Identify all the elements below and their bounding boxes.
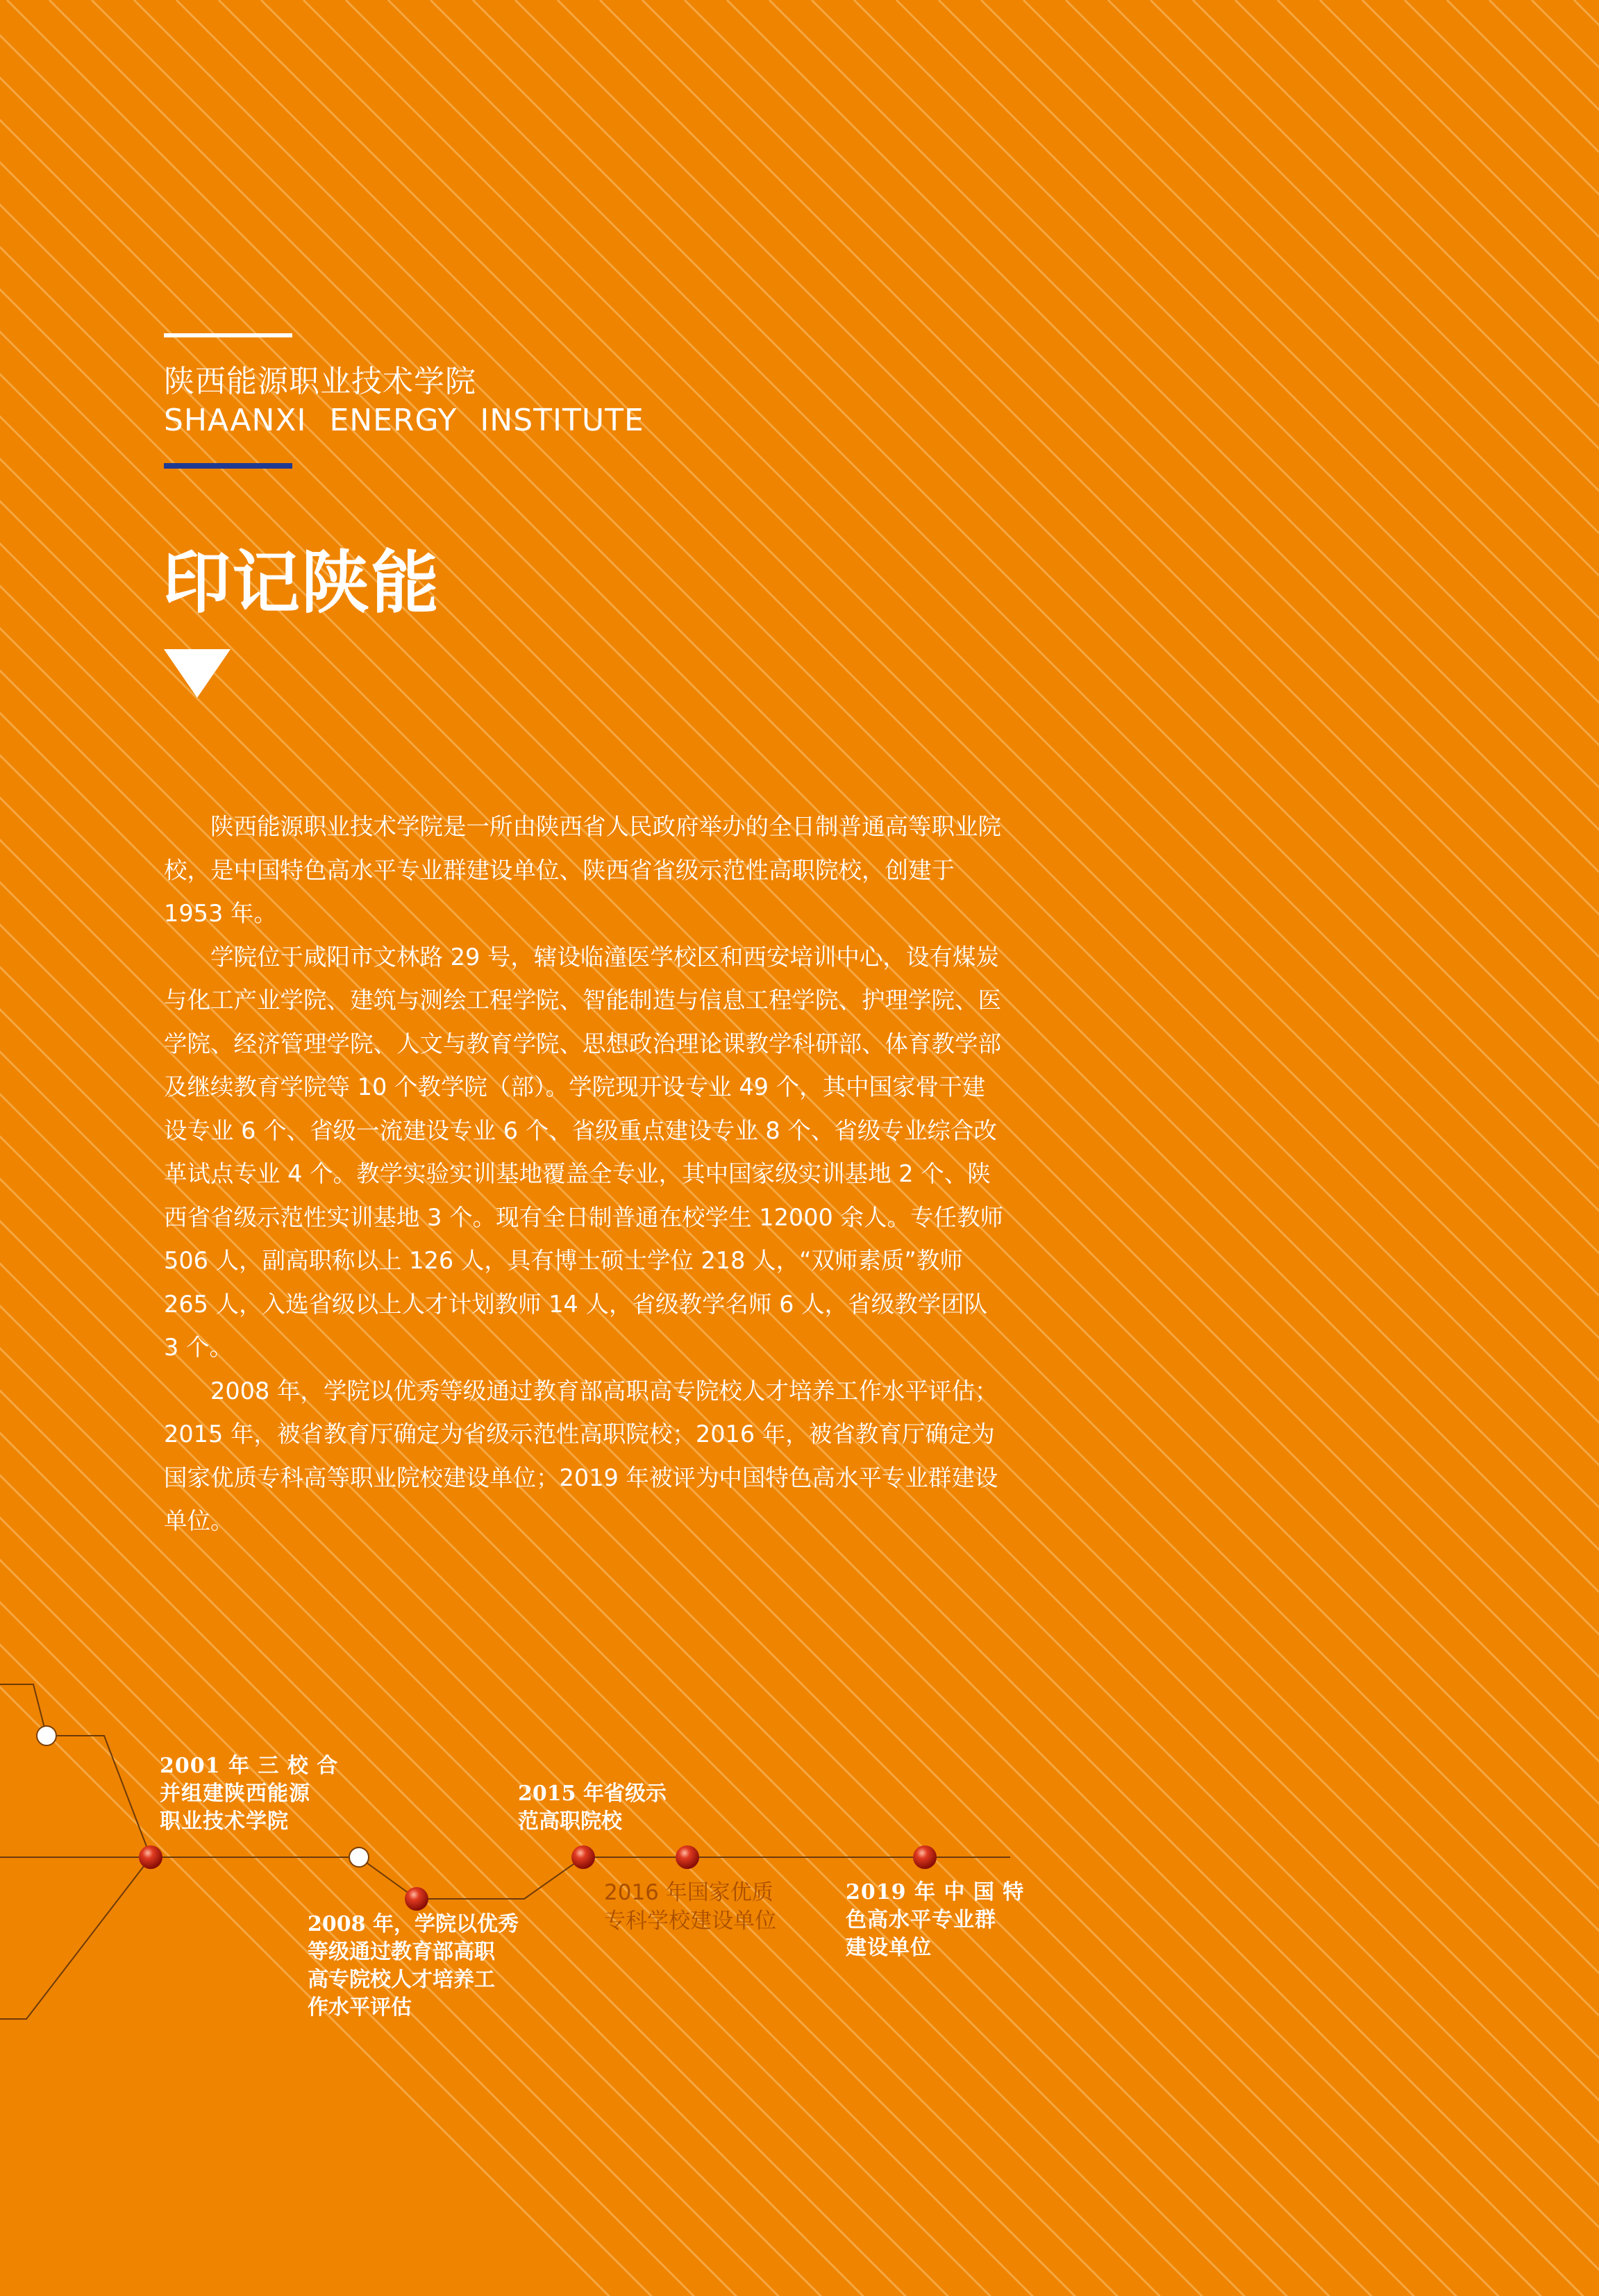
timeline-node-hollow (37, 1726, 56, 1745)
intro-paragraph: 陕西能源职业技术学院是一所由陕西省人民政府举办的全日制普通高等职业院校，是中国特色高水平专业群建设单位、陕西省省级示范性高职院校，创建于 1953 年。 (164, 813, 1001, 927)
timeline-node-2016 (676, 1845, 699, 1869)
timeline-node-hollow (349, 1847, 369, 1867)
timeline-event-2001: 2001 年 三 校 合 并组建陕西能源 职业技术学院 (160, 1754, 339, 1834)
header-rule-blue (164, 463, 292, 469)
timeline-event-2019: 2019 年 中 国 特 色高水平专业群 建设单位 (846, 1880, 1025, 1960)
timeline-event-2008: 2008 年，学院以优秀 等级通过教育部高职 高专院校人才培养工 作水平评估 (308, 1912, 519, 2020)
stripe-line (1532, 0, 1599, 2296)
timeline-event-2015: 2015 年省级示 范高职院校 (518, 1782, 667, 1834)
stripe-line (1066, 0, 1599, 2296)
stripe-line (1362, 0, 1599, 2296)
timeline (0, 1666, 1028, 2055)
timeline-node-2019 (913, 1845, 937, 1869)
stripe-line (1235, 0, 1599, 2296)
intro-paragraph: 2008 年，学院以优秀等级通过教育部高职高专院校人才培养工作水平评估；2015 年，被省教育厅确定为省级示范性高职院校；2016 年，被省教育厅确定为国家优质专科高等职业院校建设单位；2019 年被评为中国特色高水平专业群建设单位。 (164, 1377, 998, 1534)
stripe-line (1489, 0, 1599, 2296)
stripe-line (1320, 0, 1599, 2296)
header-rule-white (164, 333, 292, 337)
intro-paragraph: 学院位于咸阳市文林路 29 号，辖设临潼医学校区和西安培训中心，设有煤炭与化工产业学院、建筑与测绘工程学院、智能制造与信息工程学院、护理学院、医学院、经济管理学院、人文与教育学院、思想政治理论课教学科研部、体育教学部及继续教育学院等 10 个教学院（部）。学院现开设专业 49 个，其中国家骨干建设专业 6 个、省级一流建设专业 6 个、省级重点建设专业 8 个、省级专业综合改革试点专业 4 个。教学实验实训基地覆盖全专业，其中国家级实训基地 2 个、陕西省省级示范性实训基地 3 个。现有全日制普通在校学生 12000 余人。专任教师 506 人，副高职称以上 126 人，具有博士硕士学位 218 人，“双师素质”教师 265 人，入选省级以上人才计划教师 14 人，省级教学名师 6 人，省级教学团队 3 个。 (164, 943, 1003, 1361)
timeline-node-2015 (571, 1845, 595, 1869)
stripe-line (1193, 0, 1599, 2296)
timeline-event-2016: 2016 年国家优质 专科学校建设单位 (604, 1880, 776, 1934)
timeline-node-2008 (405, 1887, 428, 1911)
stripe-line (1023, 0, 1599, 2296)
page-title: 印记陕能 (162, 544, 441, 623)
timeline-node-2001 (139, 1845, 162, 1869)
stripe-line (939, 0, 1599, 2296)
down-triangle-icon (164, 649, 231, 698)
institution-name-cn: 陕西能源职业技术学院 (164, 364, 476, 399)
institution-name-en: SHAANXI ENERGY INSTITUTE (164, 403, 644, 438)
stripe-line (1108, 0, 1599, 2296)
stripe-line (1405, 0, 1599, 2296)
stripe-line (981, 0, 1599, 2296)
stripe-line (1150, 0, 1599, 2296)
intro-text (164, 805, 1004, 1543)
